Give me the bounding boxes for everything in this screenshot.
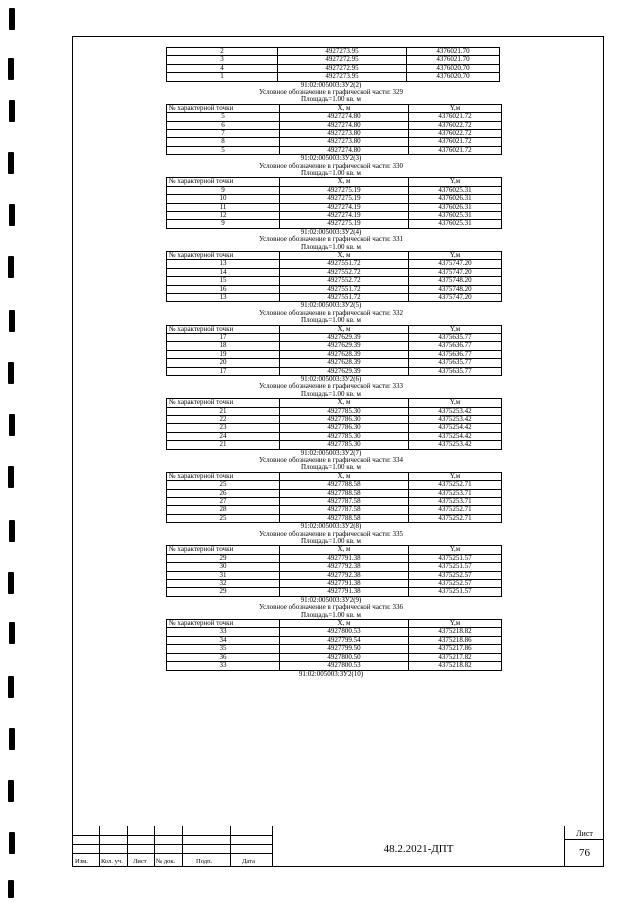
table-row xyxy=(167,481,502,489)
parcel-area: Площадь=1.00 кв. м xyxy=(301,389,361,398)
y-coordinate: 4375252.71 xyxy=(409,481,502,489)
title-block xyxy=(72,826,604,867)
x-coordinate: 4927274.19 xyxy=(280,203,409,211)
x-coordinate: 4927552.72 xyxy=(280,277,409,285)
point-number: 12 xyxy=(167,212,280,220)
margin-mark xyxy=(9,622,15,644)
point-number: 31 xyxy=(167,571,280,579)
coordinates-table xyxy=(166,325,502,376)
parcel-code: 91:02:005003:ЗУ2(6) xyxy=(300,375,362,384)
point-number: 25 xyxy=(167,514,280,522)
parcel-code: 91:02:005003:ЗУ2(3) xyxy=(300,154,362,163)
header-x: X, м xyxy=(280,546,409,554)
y-coordinate: 4376021.72 xyxy=(409,138,502,146)
y-coordinate: 4375218.82 xyxy=(409,628,502,636)
header-point-number: № характерной точки xyxy=(167,325,280,333)
x-coordinate: 4927273.80 xyxy=(280,138,409,146)
x-coordinate: 4927551.72 xyxy=(280,285,409,293)
x-coordinate: 4927628.39 xyxy=(280,359,409,367)
x-coordinate: 4927552.72 xyxy=(280,268,409,276)
label-signature: Подп. xyxy=(196,858,213,865)
parcel-area: Площадь=1.00 кв. м xyxy=(301,316,361,325)
table-row xyxy=(167,260,502,268)
table-header-row xyxy=(167,620,502,628)
binding-margin-marks xyxy=(0,0,26,905)
table-row xyxy=(167,212,502,220)
coordinates-table xyxy=(166,177,502,228)
table-row xyxy=(167,48,500,56)
x-coordinate: 4927274.80 xyxy=(280,113,409,121)
table-header-row xyxy=(167,104,502,112)
y-coordinate: 4376021.70 xyxy=(407,48,500,56)
label-date: Дата xyxy=(242,858,255,865)
graphic-designation: Условное обозначение в графической части: 332 xyxy=(258,308,404,317)
y-coordinate: 4376026.31 xyxy=(409,195,502,203)
header-y: Y,м xyxy=(409,399,502,407)
parcel-code: 91:02:005003:ЗУ2(10) xyxy=(298,669,364,678)
table-row xyxy=(167,580,502,588)
margin-mark xyxy=(8,676,14,698)
y-coordinate: 4375748.20 xyxy=(409,285,502,293)
parcel-code: 91:02:005003:ЗУ2(4) xyxy=(300,227,362,236)
point-number: 4 xyxy=(167,64,278,72)
label-doc-number: № док. xyxy=(156,858,176,865)
parcel-area: Площадь=1.00 кв. м xyxy=(301,95,361,104)
point-number: 18 xyxy=(167,342,280,350)
header-x: X, м xyxy=(280,252,409,260)
y-coordinate: 4375251.57 xyxy=(409,588,502,596)
x-coordinate: 4927792.38 xyxy=(280,571,409,579)
y-coordinate: 4375253.71 xyxy=(409,498,502,506)
table-row xyxy=(167,350,502,358)
y-coordinate: 4375747.20 xyxy=(409,260,502,268)
coordinates-table xyxy=(166,619,502,670)
parcel-code: 91:02:005003:ЗУ2(9) xyxy=(300,595,362,604)
point-number: 10 xyxy=(167,195,280,203)
y-coordinate: 4375217.82 xyxy=(409,653,502,661)
header-y: Y,м xyxy=(409,178,502,186)
document-code-box xyxy=(272,826,564,867)
point-number: 32 xyxy=(167,580,280,588)
point-number: 27 xyxy=(167,498,280,506)
margin-mark xyxy=(9,832,15,854)
y-coordinate: 4376020.70 xyxy=(407,64,500,72)
point-number: 16 xyxy=(167,285,280,293)
x-coordinate: 4927788.58 xyxy=(280,514,409,522)
point-number: 9 xyxy=(167,220,280,228)
table-row xyxy=(167,268,502,276)
revision-grid xyxy=(72,826,272,867)
x-coordinate: 4927272.95 xyxy=(278,64,407,72)
graphic-designation: Условное обозначение в графической части: 329 xyxy=(258,88,404,97)
coordinates-table xyxy=(166,47,500,82)
y-coordinate: 4375253.71 xyxy=(409,489,502,497)
table-header-row xyxy=(167,325,502,333)
point-number: 9 xyxy=(167,186,280,194)
y-coordinate: 4375251.57 xyxy=(409,554,502,562)
header-y: Y,м xyxy=(409,104,502,112)
table-row xyxy=(167,56,500,64)
y-coordinate: 4375635.77 xyxy=(409,359,502,367)
x-coordinate: 4927800.53 xyxy=(280,628,409,636)
x-coordinate: 4927787.58 xyxy=(280,498,409,506)
x-coordinate: 4927273.95 xyxy=(278,73,407,81)
point-number: 14 xyxy=(167,268,280,276)
point-number: 34 xyxy=(167,636,280,644)
x-coordinate: 4927786.30 xyxy=(280,424,409,432)
point-number: 19 xyxy=(167,350,280,358)
y-coordinate: 4375253.42 xyxy=(409,416,502,424)
parcel-area: Площадь=1.00 кв. м xyxy=(301,242,361,251)
x-coordinate: 4927785.30 xyxy=(280,441,409,449)
header-point-number: № характерной точки xyxy=(167,252,280,260)
point-number: 20 xyxy=(167,359,280,367)
y-coordinate: 4375253.42 xyxy=(409,441,502,449)
point-number: 2 xyxy=(167,48,278,56)
point-number: 13 xyxy=(167,260,280,268)
y-coordinate: 4376022.72 xyxy=(409,130,502,138)
header-x: X, м xyxy=(280,178,409,186)
x-coordinate: 4927791.38 xyxy=(280,588,409,596)
header-point-number: № характерной точки xyxy=(167,472,280,480)
table-row xyxy=(167,441,502,449)
table-row xyxy=(167,506,502,514)
graphic-designation: Условное обозначение в графической части: 334 xyxy=(258,456,404,465)
y-coordinate: 4375217.86 xyxy=(409,645,502,653)
label-sheet: Лист xyxy=(133,858,147,865)
point-number: 26 xyxy=(167,489,280,497)
table-header-row xyxy=(167,178,502,186)
header-point-number: № характерной точки xyxy=(167,399,280,407)
x-coordinate: 4927629.39 xyxy=(280,342,409,350)
point-number: 1 xyxy=(167,73,278,81)
header-x: X, м xyxy=(280,325,409,333)
x-coordinate: 4927551.72 xyxy=(280,260,409,268)
y-coordinate: 4375636.77 xyxy=(409,350,502,358)
table-row xyxy=(167,285,502,293)
y-coordinate: 4375254.42 xyxy=(409,424,502,432)
y-coordinate: 4376026.31 xyxy=(409,203,502,211)
point-number: 11 xyxy=(167,203,280,211)
y-coordinate: 4375635.77 xyxy=(409,334,502,342)
x-coordinate: 4927791.38 xyxy=(280,554,409,562)
y-coordinate: 4375747.20 xyxy=(409,268,502,276)
margin-mark xyxy=(9,520,15,542)
y-coordinate: 4376021.70 xyxy=(407,56,500,64)
document-code: 48.2.2021-ДПТ xyxy=(383,843,454,855)
point-number: 33 xyxy=(167,662,280,670)
margin-mark xyxy=(8,572,14,594)
parcel-area: Площадь=1.00 кв. м xyxy=(301,610,361,619)
x-coordinate: 4927800.50 xyxy=(280,653,409,661)
table-row xyxy=(167,113,502,121)
table-row xyxy=(167,489,502,497)
y-coordinate: 4376022.72 xyxy=(409,121,502,129)
y-coordinate: 4375748.20 xyxy=(409,277,502,285)
point-number: 25 xyxy=(167,481,280,489)
x-coordinate: 4927785.30 xyxy=(280,432,409,440)
table-row xyxy=(167,64,500,72)
point-number: 28 xyxy=(167,506,280,514)
graphic-designation: Условное обозначение в графической части: 336 xyxy=(258,603,404,612)
margin-mark xyxy=(8,780,14,802)
table-row xyxy=(167,195,502,203)
y-coordinate: 4375218.82 xyxy=(409,662,502,670)
margin-mark xyxy=(8,152,14,174)
point-number: 15 xyxy=(167,277,280,285)
header-x: X, м xyxy=(280,620,409,628)
point-number: 8 xyxy=(167,138,280,146)
margin-mark xyxy=(8,880,14,898)
table-header-row xyxy=(167,546,502,554)
margin-mark xyxy=(8,256,14,278)
parcel-area: Площадь=1.00 кв. м xyxy=(301,463,361,472)
table-row xyxy=(167,130,502,138)
parcel-code: 91:02:005003:ЗУ2(7) xyxy=(300,448,362,457)
table-row xyxy=(167,73,500,81)
margin-mark xyxy=(9,100,15,122)
x-coordinate: 4927628.39 xyxy=(280,350,409,358)
point-number: 35 xyxy=(167,645,280,653)
point-number: 29 xyxy=(167,554,280,562)
table-row xyxy=(167,636,502,644)
table-row xyxy=(167,186,502,194)
graphic-designation: Условное обозначение в графической части: 333 xyxy=(258,382,404,391)
coordinates-table xyxy=(166,398,502,449)
point-number: 29 xyxy=(167,588,280,596)
point-number: 17 xyxy=(167,334,280,342)
y-coordinate: 4376025.31 xyxy=(409,220,502,228)
point-number: 17 xyxy=(167,367,280,375)
x-coordinate: 4927274.19 xyxy=(280,212,409,220)
margin-mark xyxy=(8,58,14,80)
graphic-designation: Условное обозначение в графической части: 335 xyxy=(258,529,404,538)
coordinates-table xyxy=(166,545,502,596)
x-coordinate: 4927788.58 xyxy=(280,481,409,489)
margin-mark xyxy=(9,728,15,750)
y-coordinate: 4375252.71 xyxy=(409,514,502,522)
parcel-area: Площадь=1.00 кв. м xyxy=(301,537,361,546)
table-row xyxy=(167,628,502,636)
sheet-number: 76 xyxy=(579,847,590,859)
y-coordinate: 4375253.42 xyxy=(409,407,502,415)
point-number: 23 xyxy=(167,424,280,432)
point-number: 5 xyxy=(167,146,280,154)
x-coordinate: 4927275.19 xyxy=(280,220,409,228)
sheet-box xyxy=(564,826,604,867)
table-header-row xyxy=(167,472,502,480)
y-coordinate: 4376025.31 xyxy=(409,186,502,194)
coordinates-table xyxy=(166,104,502,155)
point-number: 7 xyxy=(167,130,280,138)
label-count: Кол. уч. xyxy=(101,858,123,865)
point-number: 22 xyxy=(167,416,280,424)
x-coordinate: 4927551.72 xyxy=(280,294,409,302)
table-row xyxy=(167,416,502,424)
coordinates-listing xyxy=(166,47,496,678)
x-coordinate: 4927274.80 xyxy=(280,146,409,154)
table-row xyxy=(167,563,502,571)
x-coordinate: 4927800.53 xyxy=(280,662,409,670)
header-y: Y,м xyxy=(409,252,502,260)
table-row xyxy=(167,554,502,562)
header-point-number: № характерной точки xyxy=(167,620,280,628)
graphic-designation: Условное обозначение в графической части: 331 xyxy=(258,235,404,244)
table-row xyxy=(167,498,502,506)
table-row xyxy=(167,645,502,653)
margin-mark xyxy=(9,414,15,436)
x-coordinate: 4927274.80 xyxy=(280,121,409,129)
point-number: 5 xyxy=(167,113,280,121)
table-row xyxy=(167,653,502,661)
x-coordinate: 4927785.30 xyxy=(280,407,409,415)
header-point-number: № характерной точки xyxy=(167,546,280,554)
header-x: X, м xyxy=(280,104,409,112)
y-coordinate: 4375251.57 xyxy=(409,563,502,571)
table-row xyxy=(167,662,502,670)
x-coordinate: 4927275.19 xyxy=(280,186,409,194)
table-header-row xyxy=(167,399,502,407)
table-row xyxy=(167,138,502,146)
table-row xyxy=(167,203,502,211)
table-row xyxy=(167,424,502,432)
y-coordinate: 4376020.70 xyxy=(407,73,500,81)
margin-mark xyxy=(9,204,15,226)
point-number: 6 xyxy=(167,121,280,129)
x-coordinate: 4927273.80 xyxy=(280,130,409,138)
x-coordinate: 4927272.95 xyxy=(278,56,407,64)
y-coordinate: 4375254.42 xyxy=(409,432,502,440)
margin-mark xyxy=(8,362,14,384)
x-coordinate: 4927786.30 xyxy=(280,416,409,424)
x-coordinate: 4927275.19 xyxy=(280,195,409,203)
header-y: Y,м xyxy=(409,472,502,480)
graphic-designation: Условное обозначение в графической части: 330 xyxy=(258,161,404,170)
y-coordinate: 4375252.57 xyxy=(409,580,502,588)
y-coordinate: 4376021.72 xyxy=(409,113,502,121)
header-point-number: № характерной точки xyxy=(167,178,280,186)
x-coordinate: 4927792.38 xyxy=(280,563,409,571)
point-number: 13 xyxy=(167,294,280,302)
x-coordinate: 4927273.95 xyxy=(278,48,407,56)
y-coordinate: 4375635.77 xyxy=(409,367,502,375)
y-coordinate: 4375747.20 xyxy=(409,294,502,302)
sheet-label: Лист xyxy=(576,829,593,838)
table-row xyxy=(167,432,502,440)
table-row xyxy=(167,571,502,579)
table-row xyxy=(167,334,502,342)
y-coordinate: 4375218.86 xyxy=(409,636,502,644)
header-x: X, м xyxy=(280,399,409,407)
margin-mark xyxy=(8,466,14,488)
parcel-area: Площадь=1.00 кв. м xyxy=(301,169,361,178)
point-number: 33 xyxy=(167,628,280,636)
header-x: X, м xyxy=(280,472,409,480)
label-change: Изм. xyxy=(75,858,88,865)
point-number: 24 xyxy=(167,432,280,440)
parcel-code: 91:02:005003:ЗУ2(5) xyxy=(300,301,362,310)
header-y: Y,м xyxy=(409,546,502,554)
table-row xyxy=(167,407,502,415)
y-coordinate: 4375252.71 xyxy=(409,506,502,514)
y-coordinate: 4376021.72 xyxy=(409,146,502,154)
header-point-number: № характерной точки xyxy=(167,104,280,112)
coordinates-table xyxy=(166,472,502,523)
header-y: Y,м xyxy=(409,620,502,628)
table-row xyxy=(167,277,502,285)
table-header-row xyxy=(167,252,502,260)
table-row xyxy=(167,342,502,350)
x-coordinate: 4927799.50 xyxy=(280,645,409,653)
y-coordinate: 4375252.57 xyxy=(409,571,502,579)
x-coordinate: 4927629.39 xyxy=(280,334,409,342)
point-number: 36 xyxy=(167,653,280,661)
point-number: 3 xyxy=(167,56,278,64)
margin-mark xyxy=(9,310,15,332)
point-number: 30 xyxy=(167,563,280,571)
parcel-code: 91:02:005003:ЗУ2(8) xyxy=(300,522,362,531)
x-coordinate: 4927787.58 xyxy=(280,506,409,514)
y-coordinate: 4375636.77 xyxy=(409,342,502,350)
x-coordinate: 4927629.39 xyxy=(280,367,409,375)
parcel-code: 91:02:005003:ЗУ2(2) xyxy=(300,80,362,89)
point-number: 21 xyxy=(167,441,280,449)
x-coordinate: 4927791.38 xyxy=(280,580,409,588)
point-number: 21 xyxy=(167,407,280,415)
table-row xyxy=(167,121,502,129)
header-y: Y,м xyxy=(409,325,502,333)
table-row xyxy=(167,359,502,367)
margin-mark xyxy=(9,8,15,30)
x-coordinate: 4927788.58 xyxy=(280,489,409,497)
y-coordinate: 4376025.31 xyxy=(409,212,502,220)
coordinates-table xyxy=(166,251,502,302)
x-coordinate: 4927799.54 xyxy=(280,636,409,644)
